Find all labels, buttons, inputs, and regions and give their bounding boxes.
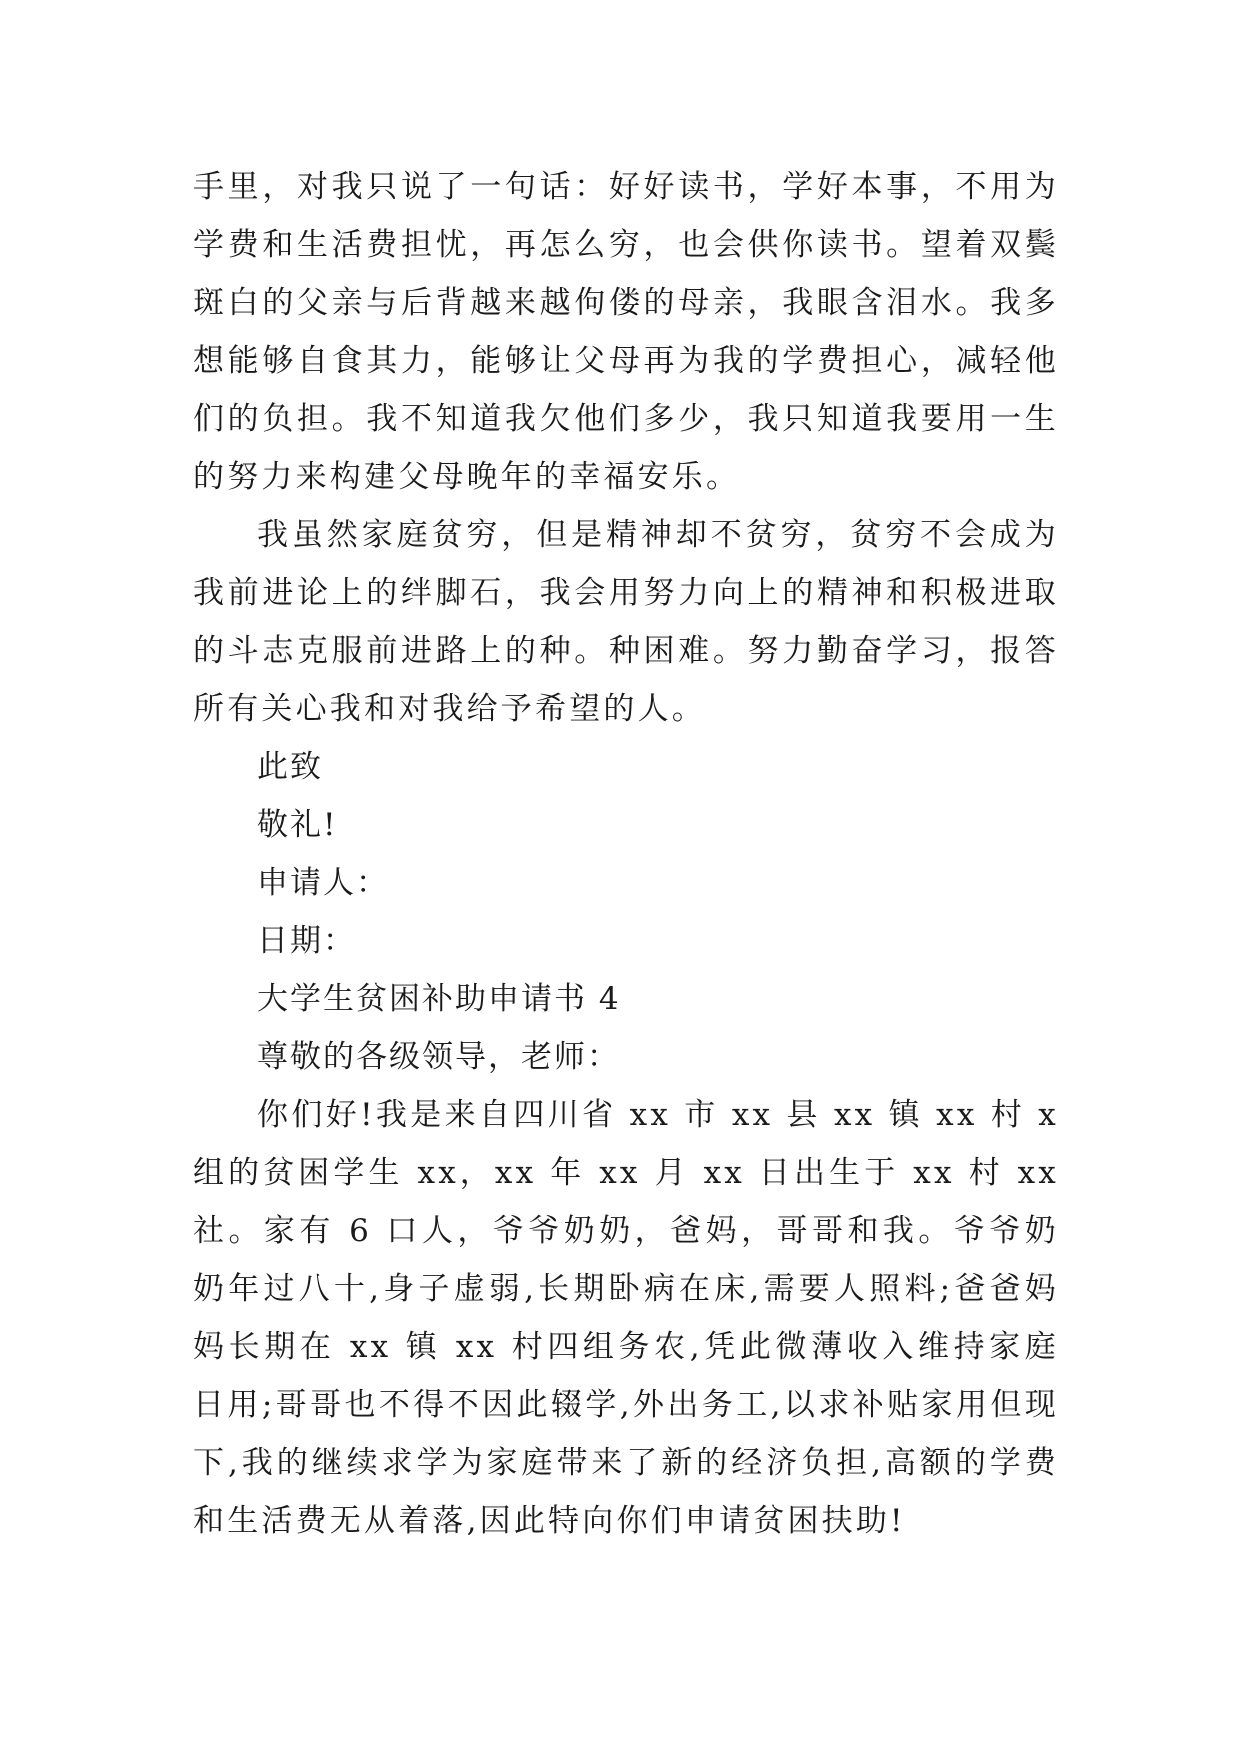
closing-jingli: 敬礼!	[257, 807, 338, 843]
section-title: 大学生贫困补助申请书 4	[257, 981, 621, 1017]
paragraph-introduction: 你们好!我是来自四川省 xx 市 xx 县 xx 镇 xx 村 x 组的贫困学生 xx，xx 年 xx 月 xx 日出生于 xx 村 xx 社。家有 6 口人，爷爷奶奶，爸妈，哥哥和我。爷爷奶奶年过八十,身子虚弱,长期卧病在床,需要人照料;爸爸妈妈长期在 xx 镇 xx 村四组务农,凭此微薄收入维持家庭日用;哥哥也不得不因此辍学,外出务工,以求补贴家用但现下,我的继续求学为家庭带来了新的经济负担,高额的学费和生活费无从着落,因此特向你们申请贫困扶助!	[193, 1097, 1059, 1539]
paragraph-parents-support: 手里，对我只说了一句话：好好读书，学好本事，不用为学费和生活费担忧，再怎么穷，也会供你读书。望着双鬓斑白的父亲与后背越来越佝偻的母亲，我眼含泪水。我多想能够自食其力，能够让父母再为我的学费担心，减轻他们的负担。我不知道我欠他们多少，我只知道我要用一生的努力来构建父母晚年的幸福安乐。	[193, 169, 1059, 495]
salutation: 尊敬的各级领导，老师：	[257, 1039, 620, 1075]
date-label: 日期：	[257, 923, 356, 959]
paragraph-spirit: 我虽然家庭贫穷，但是精神却不贫穷，贫穷不会成为我前进论上的绊脚石，我会用努力向上的精神和积极进取的斗志克服前进路上的种。种困难。努力勤奋学习，报答所有关心我和对我给予希望的人。	[193, 517, 1059, 727]
applicant-label: 申请人：	[257, 865, 389, 901]
letter-body	[193, 158, 1059, 1550]
closing-cizhi: 此致	[257, 749, 323, 785]
